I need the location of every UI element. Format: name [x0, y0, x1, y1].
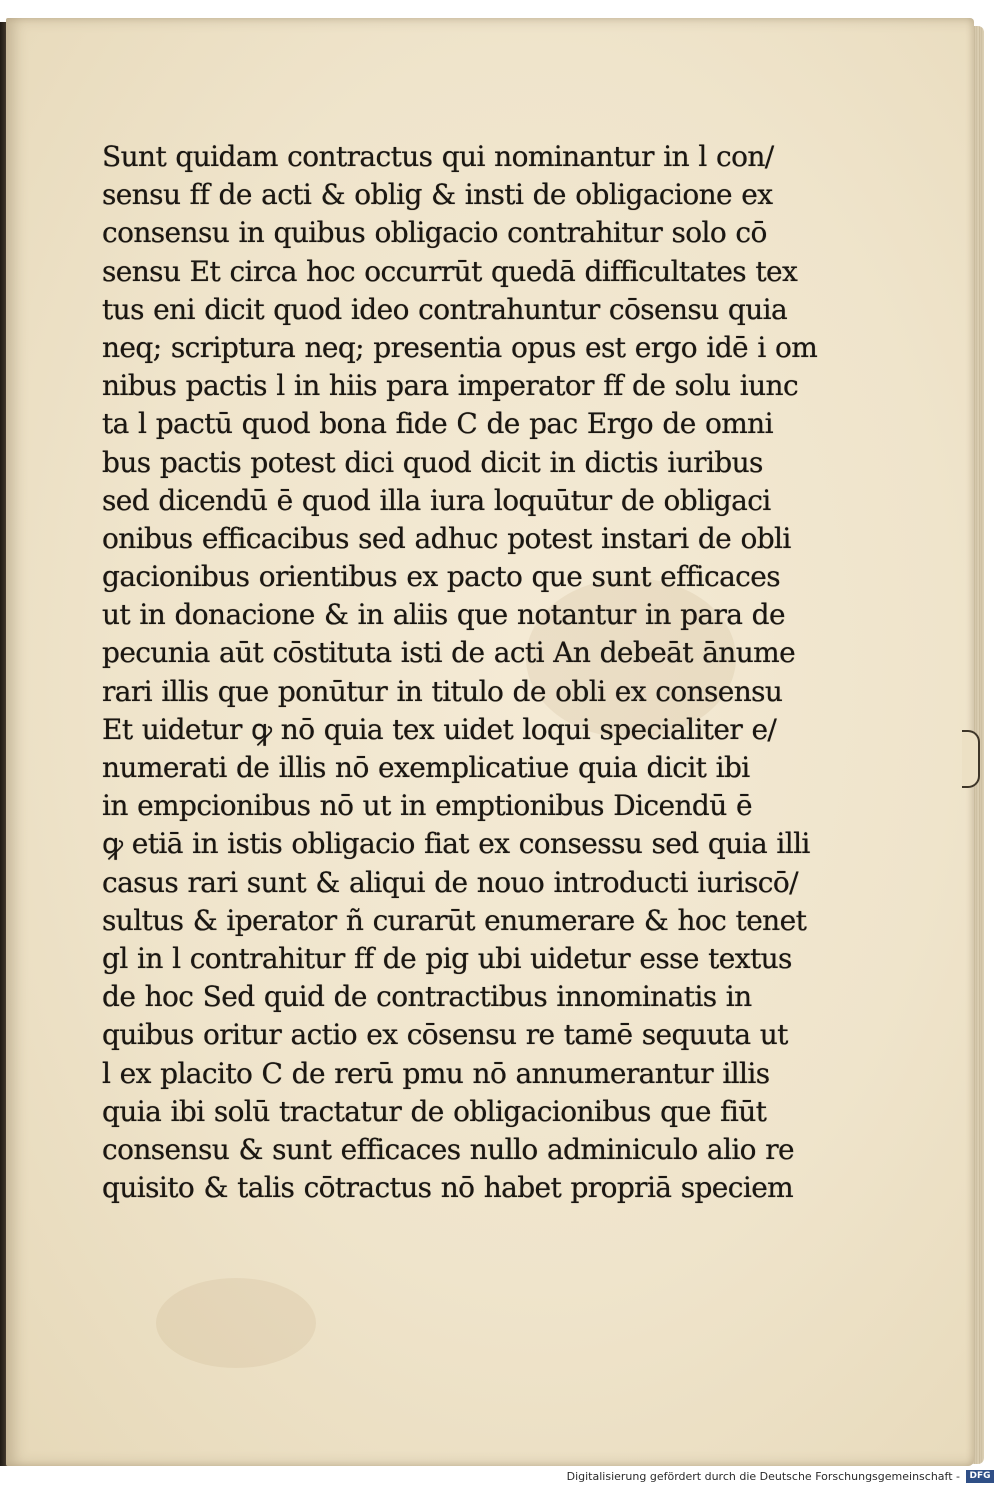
text-line: gl in l contrahitur ff de pig ubi uidetur esse textus: [102, 941, 792, 975]
text-line: ut in donacione & in aliis que notantur in para de: [102, 598, 785, 632]
text-line: nibus pactis l in hiis para imperator ff de solu iunc: [102, 369, 799, 403]
text-line: in empcionibus nō ut in emptionibus Dicendū ē: [102, 789, 752, 823]
text-line: tus eni dicit quod ideo contrahuntur cōsensu quia: [102, 292, 788, 326]
text-line: ꝙ etiā in istis obligacio fiat ex consessu sed quia illi: [102, 827, 810, 861]
text-block: [102, 138, 818, 1207]
text-line: neq; scriptura neq; presentia opus est ergo idē i om: [102, 330, 818, 364]
text-line: casus rari sunt & aliqui de nouo introducti iuriscō/: [102, 865, 798, 899]
text-line: ta l pactū quod bona fide C de pac Ergo de omni: [102, 407, 773, 441]
text-line: quisito & talis cōtractus nō habet propriā speciem: [102, 1171, 794, 1205]
text-line: consensu in quibus obligacio contrahitur solo cō: [102, 216, 767, 250]
text-line: l ex placito C de rerū pmu nō annumerantur illis: [102, 1056, 770, 1090]
text-line: consensu & sunt efficaces nullo adminiculo alio re: [102, 1132, 794, 1166]
text-line: onibus efficacibus sed adhuc potest instari de obli: [102, 521, 791, 555]
paper-stain: [156, 1278, 316, 1368]
text-line: quibus oritur actio ex cōsensu re tamē sequuta ut: [102, 1018, 788, 1052]
text-line: quia ibi solū tractatur de obligacionibus que fiūt: [102, 1094, 767, 1128]
text-line: de hoc Sed quid de contractibus innominatis in: [102, 980, 752, 1014]
text-line: Sunt quidam contractus qui nominantur in l con/: [102, 140, 774, 173]
text-line: sensu ff de acti & oblig & insti de obligacione ex: [102, 178, 773, 212]
text-line: sed dicendū ē quod illa iura loquūtur de obligaci: [102, 483, 771, 517]
text-line: gacionibus orientibus ex pacto que sunt efficaces: [102, 560, 780, 594]
text-line: rari illis que ponūtur in titulo de obli ex consensu: [102, 674, 783, 708]
text-line: bus pactis potest dici quod dicit in dictis iuribus: [102, 445, 763, 479]
footer-bar: [0, 1466, 1000, 1488]
text-line: sensu Et circa hoc occurrūt quedā difficultates tex: [102, 254, 798, 288]
dfg-logo: DFG: [966, 1470, 994, 1483]
text-line: numerati de illis nō exemplicatiue quia dicit ibi: [102, 751, 750, 784]
digitization-credit: Digitalisierung gefördert durch die Deutsche Forschungsgemeinschaft -: [566, 1470, 960, 1483]
page-tab: [962, 730, 980, 788]
text-line: sultus & iperator ñ curarūt enumerare & hoc tenet: [102, 903, 807, 937]
text-line: Et uidetur ꝙ nō quia tex uidet loqui specialiter e/: [102, 712, 777, 746]
text-line: pecunia aūt cōstituta isti de acti An debeāt ānume: [102, 636, 796, 670]
